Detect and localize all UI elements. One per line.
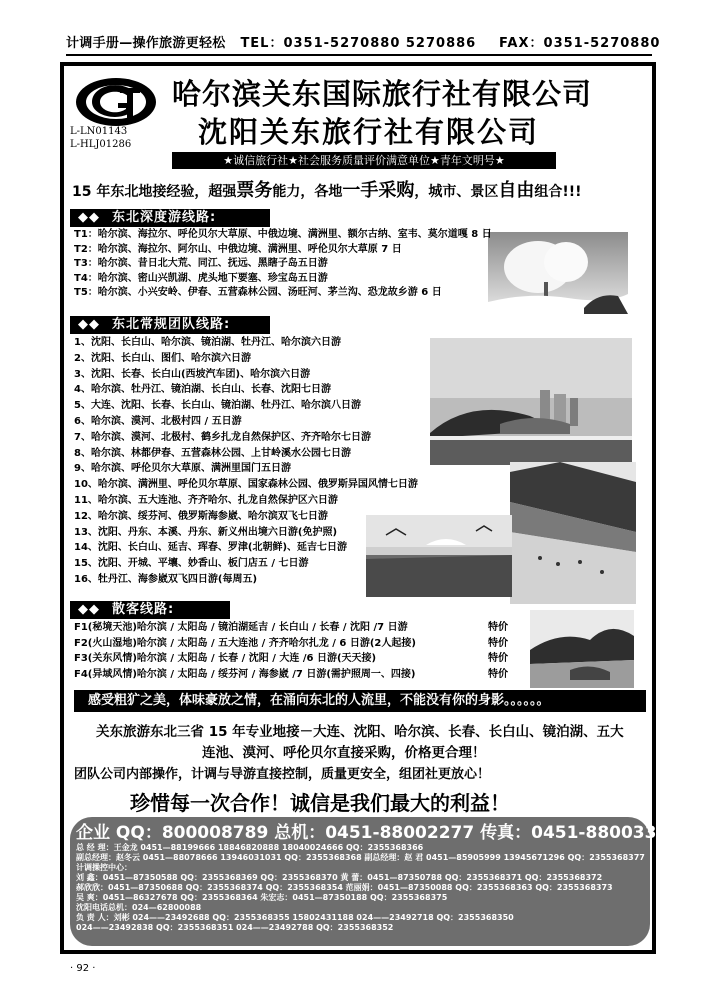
company-name-harbin: 哈尔滨关东国际旅行社有限公司 xyxy=(172,77,593,111)
page-header xyxy=(66,32,661,56)
diamond-icon: ◆◆ xyxy=(78,210,100,225)
list-item: 14、沈阳、长白山、延吉、珲春、罗津(北朝鲜)、延吉七日游 xyxy=(74,542,348,554)
route-text: F4(异域风情)哈尔滨 / 太阳岛 / 绥芬河 / 海参崴 /7 日游(需护照周一、四接) xyxy=(74,668,416,680)
list-item: T1：哈尔滨、海拉尔、呼伦贝尔大草原、中俄边境、满洲里、额尔古纳、室韦、莫尔道嘎 8 日 xyxy=(74,229,492,240)
header-tel: TEL：0351-5270880 5270886 xyxy=(240,36,477,51)
section-title: 散客线路: xyxy=(112,602,175,617)
route-text: F3(关东风情)哈尔滨 / 太阳岛 / 长春 / 沈阳 / 大连 /6 日游(天天接) xyxy=(74,653,377,664)
headline xyxy=(72,176,582,202)
headline-part: 能力，各地 xyxy=(272,184,343,200)
contact-line: 刘 鑫：0451—87350588 QQ：2355368369 QQ：2355368370 黄 蕾：0451—87350788 QQ：2355368371 QQ：2355368372 xyxy=(76,873,603,882)
price-tag: 特价 xyxy=(488,653,508,664)
list-item: T2：哈尔滨、海拉尔、阿尔山、中俄边境、满洲里、呼伦贝尔大草原 7 日 xyxy=(74,243,402,255)
license-1: L-LN01143 xyxy=(70,126,128,137)
coast-rocks-photo xyxy=(530,610,634,688)
list-item: 10、哈尔滨、满洲里、呼伦贝尔草原、国家森林公园、俄罗斯异国风情七日游 xyxy=(74,479,418,491)
motto: 珍惜每一次合作！诚信是我们最大的利益！ xyxy=(130,791,510,815)
headline-part: 15 年东北地接经验，超强 xyxy=(72,184,237,200)
headline-emphasis: 自由 xyxy=(498,180,535,201)
header-fax: FAX：0351-5270880 xyxy=(499,36,661,51)
contact-line: 郝欣欣：0451—87350688 QQ：2355368374 QQ：2355368354 范丽娟：0451—87350088 QQ：2355368363 QQ：2355368373 xyxy=(76,883,613,892)
list-item: T3：哈尔滨、昔日北大荒、同江、抚远、黑瞎子岛五日游 xyxy=(74,258,328,269)
list-item: 12、哈尔滨、绥芬河、俄罗斯海参崴、哈尔滨双飞七日游 xyxy=(74,510,328,522)
headline-emphasis: 票务 xyxy=(236,180,273,201)
contact-line: 沈阳电话总机：024—62800088 xyxy=(76,903,202,912)
list-item: 7、哈尔滨、漠河、北极村、鹤乡扎龙自然保护区、齐齐哈尔七日游 xyxy=(74,431,371,443)
price-tag: 特价 xyxy=(488,668,508,680)
beach-photo xyxy=(510,462,636,604)
list-item: T4：哈尔滨、密山兴凯湖、虎头地下要塞、珍宝岛五日游 xyxy=(74,272,328,284)
deep-route-list xyxy=(74,228,492,301)
snow-tree-photo xyxy=(488,232,628,314)
section-title: 东北常规团队线路: xyxy=(112,317,231,332)
diamond-icon: ◆◆ xyxy=(78,602,100,617)
company-name-shenyang: 沈阳关东旅行社有限公司 xyxy=(198,115,540,149)
list-item: 4、哈尔滨、牡丹江、镜泊湖、长白山、长春、沈阳七日游 xyxy=(74,384,331,396)
route-text: F1(秘境天池)哈尔滨 / 太阳岛 / 镜泊湖延吉 / 长白山 / 长春 / 沈阳 /7 日游 xyxy=(74,622,408,633)
list-item: 13、沈阳、丹东、本溪、丹东、新义州出境六日游(免护照) xyxy=(74,526,338,538)
list-item: 3、沈阳、长春、长白山(西坡汽车团)、哈尔滨六日游 xyxy=(74,368,311,380)
group-route-list xyxy=(74,335,418,588)
diamond-icon: ◆◆ xyxy=(78,317,100,332)
contact-line: 024——23492838 QQ：2355368351 024——23492788 QQ：2355368352 xyxy=(76,923,394,932)
contact-line: 总 经 理：王金龙 0451—88199666 18846820888 18040024666 QQ：2355368366 xyxy=(76,843,424,852)
list-item: 2、沈阳、长白山、图们、哈尔滨六日游 xyxy=(74,352,251,364)
list-item: 6、哈尔滨、漠河、北极村四 / 五日游 xyxy=(74,415,242,427)
section-title: 东北深度游线路: xyxy=(112,210,217,225)
license-2: L-HLJ01286 xyxy=(70,139,132,150)
headline-emphasis: 一手采购 xyxy=(342,180,415,201)
company-logo-icon xyxy=(74,76,158,128)
closing-line-2: 连池、漠河、呼伦贝尔直接采购，价格更合理！ xyxy=(202,745,486,761)
slogan-bar: ★诚信旅行社★社会服务质量评价满意单位★青年文明号★ xyxy=(172,152,556,169)
list-item: 16、牡丹江、海参崴双飞四日游(每周五) xyxy=(74,573,258,585)
section-bar-deep xyxy=(70,209,270,227)
headline-part: ，城市、景区 xyxy=(414,184,499,200)
closing-line-1: 关东旅游东北三省 15 年专业地接－大连、沈阳、哈尔滨、长春、长白山、镜泊湖、五大 xyxy=(96,724,624,740)
scatter-route-list xyxy=(74,620,508,682)
list-item xyxy=(74,636,508,652)
contact-line: 吴 爽：0451—86327678 QQ：2355368364 朱宏志：0451—87350188 QQ：2355368375 xyxy=(76,893,448,902)
page-number: · 92 · xyxy=(70,963,96,974)
header-title: 计调手册—操作旅游更轻松 xyxy=(66,36,226,51)
section-bar-group xyxy=(70,316,270,334)
list-item xyxy=(74,620,508,636)
contact-line: 负 责 人：刘彬 024——23492688 QQ：2355368355 15802431188 024——23492718 QQ：2355368350 xyxy=(76,913,514,922)
list-item: 9、哈尔滨、呼伦贝尔大草原、满洲里国门五日游 xyxy=(74,463,291,475)
list-item xyxy=(74,667,508,683)
list-item: 15、沈阳、开城、平壤、妙香山、板门店五 / 七日游 xyxy=(74,558,309,570)
list-item: 11、哈尔滨、五大连池、齐齐哈尔、扎龙自然保护区六日游 xyxy=(74,494,338,506)
list-item xyxy=(74,651,508,667)
list-item: 8、哈尔滨、林都伊春、五营森林公园、上甘岭溪水公园七日游 xyxy=(74,447,351,459)
headline-part: 组合!!! xyxy=(534,184,582,200)
section-bar-scatter xyxy=(70,601,230,619)
tagline-banner: 感受粗犷之美，体味豪放之情，在涌向东北的人流里，不能没有你的身影。。。。。。 xyxy=(74,690,646,712)
price-tag: 特价 xyxy=(488,637,508,649)
list-item: 5、大连、沈阳、长春、长白山、镜泊湖、牡丹江、哈尔滨八日游 xyxy=(74,400,361,412)
list-item: T5：哈尔滨、小兴安岭、伊春、五营森林公园、汤旺河、茅兰沟、恐龙故乡游 6 日 xyxy=(74,287,442,298)
price-tag: 特价 xyxy=(488,622,508,633)
closing-line-3: 团队公司内部操作，计调与导游直接控制，质量更安全，组团社更放心！ xyxy=(74,767,491,782)
contact-line: 副总经理：赵冬云 0451—88078666 13946031031 QQ：2355368368 副总经理：赵 君 0451—85905999 13945671296 QQ：2355368377 xyxy=(76,853,645,862)
contact-line: 计调操控中心： xyxy=(76,863,132,872)
route-text: F2(火山湿地)哈尔滨 / 太阳岛 / 五大连池 / 齐齐哈尔扎龙 / 6 日游(2人起接) xyxy=(74,637,416,649)
list-item: 1、沈阳、长白山、哈尔滨、镜泊湖、牡丹江、哈尔滨六日游 xyxy=(74,337,341,348)
city-photo xyxy=(430,338,632,465)
contact-main-line: 企业 QQ：800008789 总机：0451-88002277 传真：0451-88003377 xyxy=(76,823,681,843)
